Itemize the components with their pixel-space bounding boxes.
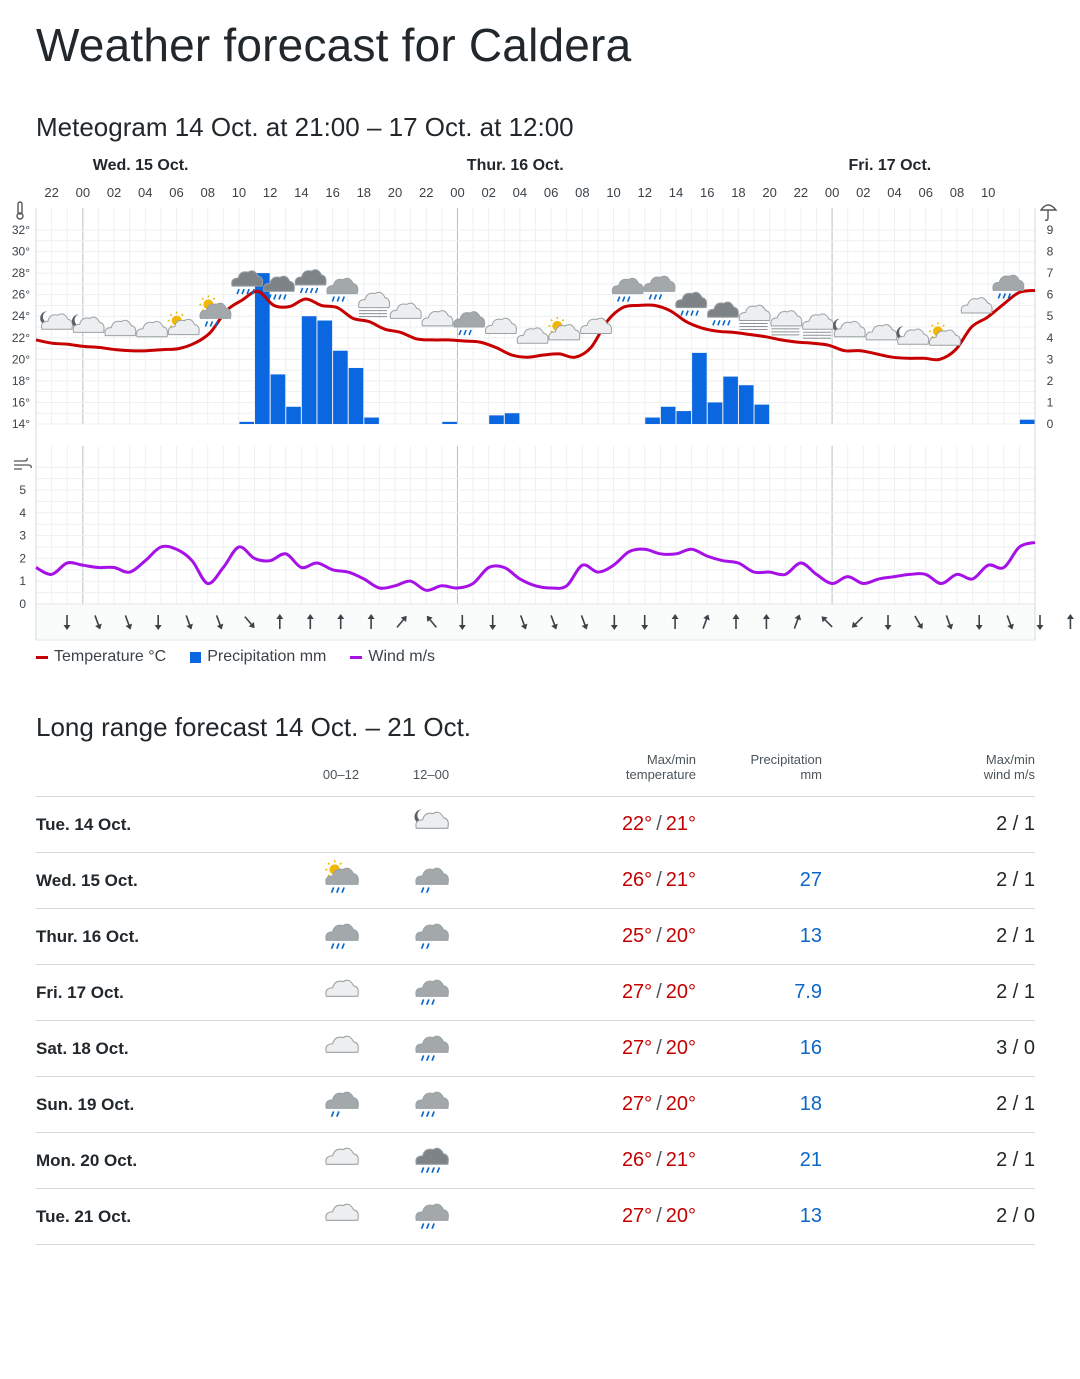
empty-symbol [296, 797, 386, 853]
max-min-temperature: 26° / 21° [476, 1133, 696, 1189]
partly-cloudy-night-icon [833, 319, 865, 337]
symbol-cell [386, 909, 476, 965]
precipitation-bar [708, 402, 723, 424]
precipitation-bar [271, 374, 286, 424]
max-min-wind: 2 / 1 [822, 909, 1035, 965]
temperature-tick: 28° [11, 266, 30, 281]
light-rain-icon [409, 858, 453, 898]
forecast-row[interactable] [36, 853, 1035, 909]
hour-tick-label: 20 [762, 185, 777, 200]
cloudy-icon [319, 1138, 363, 1178]
heavy-rain-icon [416, 1148, 448, 1173]
chart-legend [36, 648, 435, 666]
partly-cloudy-night-icon [72, 314, 104, 332]
precipitation-tick: 2 [1046, 373, 1054, 388]
cloudy-icon [319, 1026, 363, 1066]
hour-tick-label: 06 [169, 185, 184, 200]
wind-tick: 5 [19, 483, 26, 497]
precipitation-value: 16 [696, 1021, 822, 1077]
meteogram-chart [0, 150, 1080, 646]
hour-tick-label: 22 [44, 185, 59, 200]
precipitation-bar [239, 422, 254, 424]
precipitation-bar [442, 422, 457, 424]
legend-temperature: Temperature °C [36, 648, 166, 666]
max-min-temperature: 25° / 20° [476, 909, 696, 965]
cloudy-icon [326, 1204, 358, 1220]
forecast-day: Sun. 19 Oct. [36, 1077, 296, 1133]
hour-tick-label: 02 [106, 185, 122, 200]
precipitation-bar [1020, 420, 1035, 424]
wind-tick: 0 [19, 597, 26, 611]
precipitation-axis [1047, 223, 1054, 431]
heavy-rain-icon [409, 1138, 453, 1178]
max-min-temperature: 27° / 20° [476, 965, 696, 1021]
thermometer-icon [18, 202, 22, 214]
hour-tick-label: 10 [606, 185, 621, 200]
hour-tick-label: 16 [325, 185, 340, 200]
partly-sunny-icon [548, 317, 580, 340]
symbol-cell [386, 797, 476, 853]
fog-icon [739, 305, 770, 329]
symbol-cell [296, 909, 386, 965]
hour-tick-label: 14 [668, 185, 684, 200]
symbol-cell [386, 853, 476, 909]
cloudy-icon [105, 320, 136, 335]
hour-tick-label: 02 [856, 185, 871, 200]
header-12-00: 12–00 [386, 752, 476, 797]
forecast-day: Wed. 15 Oct. [36, 853, 296, 909]
precipitation-value [696, 797, 822, 853]
hour-tick-label: 10 [231, 185, 247, 200]
temperature-tick: 16° [11, 395, 30, 410]
max-min-wind: 2 / 1 [822, 797, 1035, 853]
precipitation-bar [302, 316, 317, 424]
precipitation-tick: 6 [1046, 287, 1054, 302]
hour-tick-label: 12 [262, 185, 278, 200]
forecast-day: Fri. 17 Oct. [36, 965, 296, 1021]
symbol-cell [386, 1133, 476, 1189]
precipitation-bar [676, 411, 691, 424]
precipitation-value: 18 [696, 1077, 822, 1133]
header-temperature: Max/min temperature [476, 752, 696, 797]
cloudy-icon [326, 980, 358, 996]
rain-icon [416, 1204, 448, 1229]
precipitation-tick: 1 [1046, 395, 1054, 410]
rain-icon [409, 1026, 453, 1066]
light-rain-icon [409, 914, 453, 954]
precipitation-value: 7.9 [696, 965, 822, 1021]
rain-icon [612, 278, 643, 301]
temperature-tick: 20° [11, 352, 30, 367]
precipitation-tick: 4 [1046, 330, 1054, 345]
cloudy-icon [517, 328, 548, 343]
hour-tick-label: 08 [575, 185, 590, 200]
wind-tick: 2 [19, 551, 26, 566]
long-range-title: Long range forecast 14 Oct. – 21 Oct. [36, 712, 472, 742]
precipitation-bar [505, 413, 520, 424]
partly-cloudy-night-icon [896, 326, 928, 344]
hour-tick-label: 18 [356, 185, 372, 200]
precipitation-value: 21 [696, 1133, 822, 1189]
precipitation-bar [489, 415, 504, 424]
forecast-day: Tue. 14 Oct. [36, 797, 296, 853]
hour-tick-label: 20 [387, 185, 403, 200]
forecast-row[interactable] [36, 1189, 1035, 1245]
hour-tick-label: 00 [824, 185, 840, 200]
forecast-row[interactable] [36, 1077, 1035, 1133]
precipitation-tick: 3 [1046, 352, 1054, 367]
day-label: Wed. 15 Oct. [92, 157, 189, 174]
rain-icon [454, 312, 485, 335]
cloudy-icon [486, 318, 517, 333]
max-min-temperature: 27° / 20° [476, 1189, 696, 1245]
forecast-row[interactable] [36, 965, 1035, 1021]
rain-icon [327, 278, 358, 301]
hour-tick-label: 22 [793, 185, 809, 200]
precipitation-bar [317, 321, 332, 424]
symbol-cell [386, 1077, 476, 1133]
forecast-row[interactable] [36, 909, 1035, 965]
precipitation-bar [286, 407, 301, 424]
precipitation-tick: 0 [1046, 417, 1054, 431]
partly-cloudy-night-icon [415, 809, 449, 828]
long-range-table [36, 752, 1035, 1245]
precipitation-value: 13 [696, 909, 822, 965]
header-precipitation: Precipitation mm [696, 752, 822, 797]
hour-tick-label: 00 [75, 185, 91, 200]
temperature-tick: 24° [11, 309, 30, 324]
hour-tick-label: 02 [481, 185, 496, 200]
hour-tick-label: 14 [294, 185, 309, 200]
temperature-tick: 14° [11, 417, 30, 431]
hour-tick-label: 04 [887, 185, 902, 200]
hour-ticks [44, 185, 995, 200]
temperature-axis [12, 223, 30, 431]
symbol-cell [386, 965, 476, 1021]
temperature-tick: 26° [11, 287, 30, 302]
max-min-wind: 2 / 0 [822, 1189, 1035, 1245]
hour-tick-label: 12 [637, 185, 652, 200]
max-min-wind: 2 / 1 [822, 1133, 1035, 1189]
symbol-cell [386, 1021, 476, 1077]
chart-grid [36, 208, 1035, 640]
weather-symbols [40, 270, 1024, 346]
symbol-cell [296, 853, 386, 909]
max-min-wind: 2 / 1 [822, 965, 1035, 1021]
light-rain-icon [326, 1092, 358, 1117]
fog-icon [359, 292, 390, 316]
hour-tick-label: 08 [949, 185, 965, 200]
light-rain-icon [416, 868, 448, 893]
partly-sunny-icon [168, 312, 200, 335]
fog-icon [771, 311, 802, 335]
precipitation-value: 27 [696, 853, 822, 909]
temperature-tick: 18° [11, 373, 30, 388]
cloudy-icon [319, 1194, 363, 1234]
legend-precipitation: Precipitation mm [190, 648, 326, 666]
rain-showers-sun-icon [325, 860, 358, 893]
wind-axis [19, 483, 26, 611]
symbol-cell [296, 1021, 386, 1077]
temperature-tick: 22° [11, 330, 30, 345]
rain-icon [409, 970, 453, 1010]
hour-tick-label: 18 [731, 185, 746, 200]
wind-tick: 3 [19, 528, 26, 543]
cloudy-icon [961, 298, 992, 313]
hour-tick-label: 00 [450, 185, 465, 200]
fog-icon [803, 314, 834, 338]
light-rain-icon [319, 1082, 363, 1122]
hour-tick-label: 04 [138, 185, 153, 200]
precipitation-bar [364, 418, 379, 424]
day-labels [93, 157, 931, 174]
hour-tick-label: 04 [512, 185, 528, 200]
hour-tick-label: 16 [699, 185, 715, 200]
precipitation-bar [349, 368, 364, 424]
precipitation-tick: 7 [1046, 266, 1054, 281]
max-min-temperature: 27° / 20° [476, 1077, 696, 1133]
partly-cloudy-night-icon [409, 802, 453, 842]
umbrella-icon [1041, 205, 1056, 220]
hour-tick-label: 06 [918, 185, 933, 200]
rain-icon [416, 1092, 448, 1117]
max-min-temperature: 22° / 21° [476, 797, 696, 853]
cloudy-icon [326, 1148, 358, 1164]
hour-tick-label: 10 [980, 185, 996, 200]
symbol-cell [296, 965, 386, 1021]
rain-icon [409, 1082, 453, 1122]
day-label: Fri. 17 Oct. [848, 157, 932, 174]
legend-wind: Wind m/s [350, 648, 435, 666]
header-wind: Max/min wind m/s [822, 752, 1035, 797]
cloudy-icon [137, 321, 168, 336]
rain-showers-sun-icon [199, 295, 231, 326]
meteogram-title: Meteogram 14 Oct. at 21:00 – 17 Oct. at 12:00 [36, 112, 574, 142]
day-label: Thur. 16 Oct. [466, 157, 564, 174]
hour-tick-label: 06 [543, 185, 559, 200]
header-00-12: 00–12 [296, 752, 386, 797]
max-min-temperature: 26° / 21° [476, 853, 696, 909]
forecast-day: Mon. 20 Oct. [36, 1133, 296, 1189]
rain-icon [416, 1036, 448, 1061]
precipitation-bar [723, 377, 738, 424]
cloudy-icon [319, 970, 363, 1010]
forecast-day: Thur. 16 Oct. [36, 909, 296, 965]
max-min-wind: 2 / 1 [822, 1077, 1035, 1133]
rain-icon [416, 980, 448, 1005]
precipitation-bar [333, 351, 348, 424]
symbol-cell [296, 1189, 386, 1245]
cloudy-icon [326, 1036, 358, 1052]
wind-arrow [1067, 614, 1074, 629]
wind-arrow [1037, 615, 1044, 630]
light-rain-icon [416, 924, 448, 949]
rain-icon [409, 1194, 453, 1234]
precipitation-bar [755, 405, 770, 424]
temperature-tick: 32° [11, 223, 30, 237]
max-min-temperature: 27° / 20° [476, 1021, 696, 1077]
precipitation-bar [645, 418, 660, 424]
precipitation-bar [692, 353, 707, 424]
rain-icon [319, 914, 363, 954]
symbol-cell [296, 1077, 386, 1133]
forecast-row[interactable] [36, 1133, 1035, 1189]
precipitation-tick: 5 [1046, 309, 1054, 324]
precipitation-value: 13 [696, 1189, 822, 1245]
rain-icon [326, 924, 358, 949]
wind-tick: 4 [19, 505, 26, 520]
partly-sunny-icon [929, 322, 961, 345]
max-min-wind: 2 / 1 [822, 853, 1035, 909]
symbol-cell [386, 1189, 476, 1245]
wind-icon [14, 458, 31, 469]
page-title: Weather forecast for Caldera [36, 19, 632, 71]
precipitation-bar [739, 385, 754, 424]
forecast-row[interactable] [36, 1021, 1035, 1077]
max-min-wind: 3 / 0 [822, 1021, 1035, 1077]
temperature-tick: 30° [11, 244, 30, 259]
rain-icon [644, 276, 675, 299]
symbol-cell [296, 1133, 386, 1189]
precipitation-bar [661, 407, 676, 424]
forecast-day: Sat. 18 Oct. [36, 1021, 296, 1077]
forecast-row[interactable] [36, 797, 1035, 853]
precipitation-tick: 8 [1046, 244, 1054, 259]
forecast-day: Tue. 21 Oct. [36, 1189, 296, 1245]
wind-tick: 1 [19, 574, 26, 589]
rain-showers-sun-icon [319, 858, 363, 898]
hour-tick-label: 08 [200, 185, 215, 200]
precipitation-tick: 9 [1046, 223, 1054, 237]
hour-tick-label: 22 [419, 185, 434, 200]
